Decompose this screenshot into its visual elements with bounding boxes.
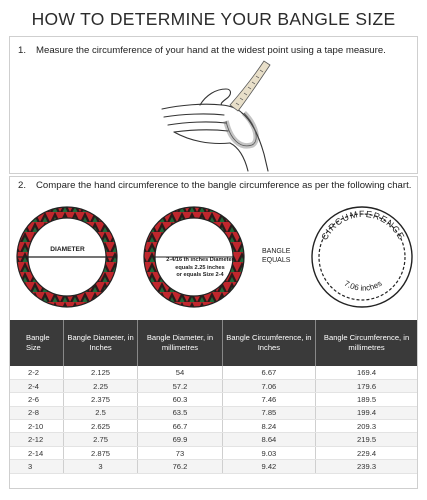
cell-circumference-mm: 209.3 — [316, 420, 417, 433]
diameter-label: DIAMETER — [50, 246, 85, 253]
circumference-value: 7.06 inches — [342, 278, 384, 293]
cell-size: 2-8 — [10, 406, 63, 419]
cell-diameter-in: 2.875 — [63, 446, 138, 459]
cell-diameter-in: 2.75 — [63, 433, 138, 446]
step1-text: Measure the circumference of your hand at the widest point using a tape measure. — [36, 45, 386, 56]
cell-diameter-in: 2.375 — [63, 393, 138, 406]
step2-panel — [9, 176, 418, 489]
table-row — [10, 446, 417, 459]
header-diameter-mm: Bangle Diameter, in millimetres — [138, 320, 222, 366]
cell-circumference-in: 9.42 — [222, 460, 315, 473]
cell-circumference-in: 8.64 — [222, 433, 315, 446]
cell-diameter-mm: 54 — [138, 366, 222, 379]
cell-size: 2-2 — [10, 366, 63, 379]
equals-line-1: BANGLE — [262, 248, 291, 255]
cell-circumference-in: 9.03 — [222, 446, 315, 459]
cell-size: 3 — [10, 460, 63, 473]
cell-diameter-mm: 69.9 — [138, 433, 222, 446]
cell-diameter-in: 2.25 — [63, 379, 138, 392]
step1-panel — [9, 36, 418, 174]
step1-number: 1. — [18, 45, 27, 56]
cell-diameter-mm: 73 — [138, 446, 222, 459]
table-row — [10, 460, 417, 473]
cell-circumference-in: 7.85 — [222, 406, 315, 419]
cell-circumference-mm: 199.4 — [316, 406, 417, 419]
table-row — [10, 366, 417, 379]
cell-circumference-mm: 219.5 — [316, 433, 417, 446]
table-row — [10, 393, 417, 406]
table-header-row — [10, 320, 417, 366]
header-size: Bangle Size — [10, 320, 63, 366]
bangle-circumference-diagram — [305, 202, 420, 312]
cell-diameter-in: 3 — [63, 460, 138, 473]
step2-instruction — [18, 180, 411, 191]
cell-circumference-mm: 169.4 — [316, 366, 417, 379]
equals-line-2: EQUALS — [262, 257, 291, 264]
table-row — [10, 433, 417, 446]
cell-circumference-mm: 189.5 — [316, 393, 417, 406]
table-row — [10, 379, 417, 392]
cell-diameter-mm: 63.5 — [138, 406, 222, 419]
cell-circumference-mm: 229.4 — [316, 446, 417, 459]
step1-instruction — [18, 45, 386, 56]
bangle-equals-label — [262, 247, 290, 265]
bangle-size-table — [10, 320, 417, 474]
cell-size: 2-10 — [10, 420, 63, 433]
cell-diameter-mm: 60.3 — [138, 393, 222, 406]
cell-diameter-in: 2.125 — [63, 366, 138, 379]
cell-size: 2-4 — [10, 379, 63, 392]
example-line-1: 2-4/16 th inches Diameter — [166, 257, 234, 263]
step2-number: 2. — [18, 180, 27, 191]
cell-diameter-in: 2.625 — [63, 420, 138, 433]
cell-size: 2-12 — [10, 433, 63, 446]
bangle-diameter-diagram — [10, 202, 125, 312]
cell-circumference-mm: 239.3 — [316, 460, 417, 473]
cell-circumference-in: 8.24 — [222, 420, 315, 433]
cell-circumference-mm: 179.6 — [316, 379, 417, 392]
cell-size: 2-6 — [10, 393, 63, 406]
header-circumference-mm: Bangle Circumference, in millimetres — [316, 320, 417, 366]
cell-size: 2-14 — [10, 446, 63, 459]
page-title: HOW TO DETERMINE YOUR BANGLE SIZE — [31, 9, 396, 29]
header-diameter-in: Bangle Diameter, in Inches — [63, 320, 138, 366]
cell-diameter-in: 2.5 — [63, 406, 138, 419]
table-row — [10, 420, 417, 433]
header-circumference-in: Bangle Circumference, in Inches — [222, 320, 315, 366]
hand-measure-illustration — [160, 59, 290, 174]
example-line-3: or equals Size 2-4 — [176, 272, 224, 278]
circumference-label: CIRCUMFERENCE — [319, 208, 407, 242]
cell-circumference-in: 6.67 — [222, 366, 315, 379]
example-line-2: equals 2.25 inches — [175, 264, 225, 271]
step2-text: Compare the hand circumference to the bangle circumference as per the following chart. — [36, 180, 412, 191]
cell-diameter-mm: 76.2 — [138, 460, 222, 473]
tape-measure-icon — [226, 61, 270, 146]
cell-diameter-mm: 66.7 — [138, 420, 222, 433]
cell-circumference-in: 7.46 — [222, 393, 315, 406]
table-row — [10, 406, 417, 419]
cell-diameter-mm: 57.2 — [138, 379, 222, 392]
cell-circumference-in: 7.06 — [222, 379, 315, 392]
example-description — [155, 257, 245, 280]
